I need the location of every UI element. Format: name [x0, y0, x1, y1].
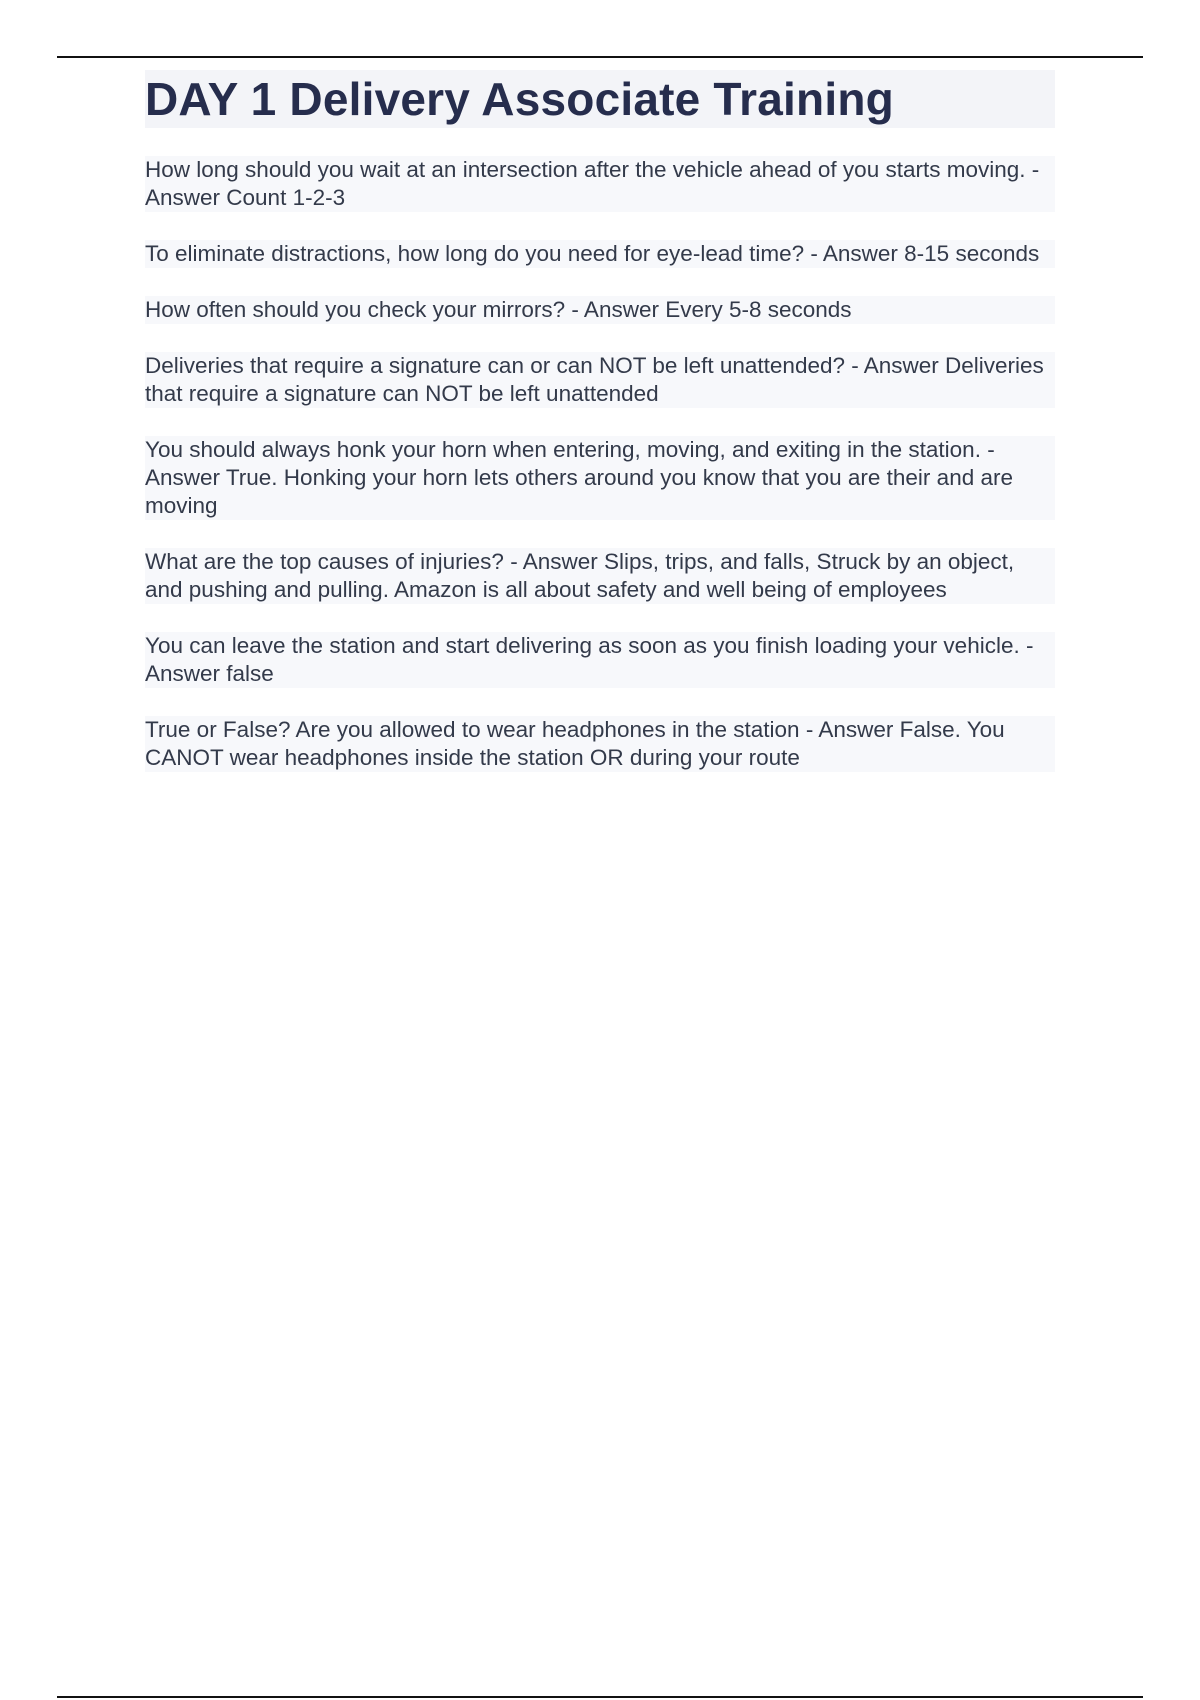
qa-item-7: You can leave the station and start delivering as soon as you finish loading your vehicle. - Answer false — [145, 632, 1055, 688]
qa-item-2: To eliminate distractions, how long do you need for eye-lead time? - Answer 8-15 seconds — [145, 240, 1055, 268]
top-rule — [57, 56, 1143, 58]
page-title: DAY 1 Delivery Associate Training — [145, 70, 1055, 128]
qa-item-3: How often should you check your mirrors? - Answer Every 5-8 seconds — [145, 296, 1055, 324]
qa-item-1: How long should you wait at an intersection after the vehicle ahead of you starts moving. - Answer Count 1-2-3 — [145, 156, 1055, 212]
bottom-rule — [57, 1696, 1143, 1698]
qa-list — [145, 156, 1055, 772]
qa-item-6: What are the top causes of injuries? - Answer Slips, trips, and falls, Struck by an object, and pushing and pulling. Amazon is all about safety and well being of employees — [145, 548, 1055, 604]
qa-item-5: You should always honk your horn when entering, moving, and exiting in the station. - Answer True. Honking your horn lets others around you know that you are their and are moving — [145, 436, 1055, 520]
qa-item-4: Deliveries that require a signature can or can NOT be left unattended? - Answer Deliveries that require a signature can NOT be left unattended — [145, 352, 1055, 408]
qa-item-8: True or False? Are you allowed to wear headphones in the station - Answer False. You CANOT wear headphones inside the station OR during your route — [145, 716, 1055, 772]
document-body — [145, 70, 1055, 800]
